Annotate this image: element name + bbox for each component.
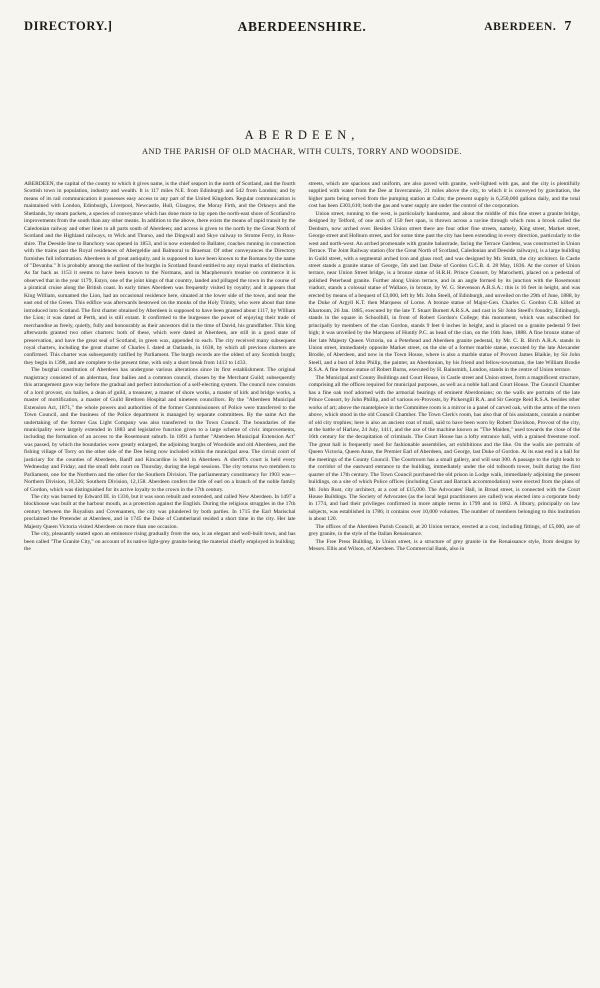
paragraph: The city, pleasantly seated upon an eminence rising gradually from the sea, is an elegant and well-built town, and has been called "The Granite City," on account of its native light-grey granite being the material chiefly employed in building; the [24, 531, 296, 553]
left-column [24, 181, 296, 554]
header-directory: DIRECTORY.] [24, 19, 113, 33]
text-columns [24, 181, 580, 554]
paragraph: streets, which are spacious and uniform, are also paved with granite, well-lighted with gas, and the city is plentifully supplied with water from the Dee at Invercannie, 21 miles above the city, to which it is conveyed by gravitation, the higher parts being served from the pumping station at Cults; the present supply is 6,250,000 gallons daily, and the total cost has been £303,610; both the gas and water supply are under the control of the corporation. [308, 181, 580, 210]
paragraph: Union street, running to the west, is particularly handsome, and about the middle of this fine street a granite bridge, designed by Telford, of one arch of 150 feet span, is thrown across a ravine through which runs a brook called the Denburn, now arched over. Besides Union street there are four other fine streets, namely, King street, Market street, George street and Holburn street, and for some time past the city has been extending in every direction, particularly to the west and north-west. An arched promenade with granite balustrade, facing the Terrace Gardens, was constructed in Union Terrace. The Joint Railway station (for the Great North of Scotland, Caledonian and Deeside railways), is a large building in Guild street, with a segmental arched iron and glass roof; and was designed by Mr. Smith, the city architect. In Castle street stands a granite statue of George, 5th and last Duke of Gordon G.C.B. d. 28 May, 1836. At the corner of Union terrace, near Union Street bridge, is a bronze statue of H.R.H. Prince Consort, by Marochetti, placed on a pedestal of polished Peterhead granite. Further along Union terrace, and in an angle formed by its junction with the Rosemount viaduct, stands a colossal statue of Wallace, in bronze, by W. G. Stevenson A.R.S.A.: this is 16 feet in height, and was erected by means of a bequest of £3,000, left by Mr. John Steell, of Edinburgh, and unveiled on the 29th of June, 1888, by the Duke of Argyll K.T. then Marquess of Lorne. A bronze statue of Major-Gen. Charles G. Gordon C.B. killed at Khartoum, 26 Jan. 1885, executed by the late T. Stuart Burnett A.R.S.A. and cast in Sir John Steell's foundry, Edinburgh, stands in the square in Schoolhill, in front of Robert Gordon's College; this monument, which was subscribed for principally by members of the clan Gordon, stands 9 feet 6 inches in height, and is placed on a granite pedestal 9 feet high; it was unveiled by the Marquess of Huntly P.C. as head of the clan, on the 16th June, 1888. A fine bronze statue of Her late Majesty Queen Victoria, on a Peterhead and Aberdeen granite pedestal, by Mr. C. B. Birch A.R.A. stands in Union street, immediately opposite Market street, on the site of a former marble statue, executed by the late Alexander Brodie, of Aberdeen, and now in the Town House, where is also a marble statue of Provost James Blaikie, by Sir John Steell, and a bust of John Philip, the painter, an Aberdonian, by his friend and fellow-townsman, the late William Brodie R.S.A. A fine bronze statue of Robert Burns, executed by H. Bainsmith, London, stands in the centre of Union terrace. [308, 210, 580, 374]
page-title: ABERDEEN, [244, 128, 360, 142]
page-number: 7 [564, 19, 572, 34]
paragraph: ABERDEEN, the capital of the county to which it gives name, is the chief seaport in the north of Scotland, and the fourth Scottish town in population, industry and wealth. It is 117 miles N.E. from Edinburgh and 542 from London; and by means of its rail communication it possesses easy access to any part of the United Kingdom. Regular communication is maintained with London, Edinburgh, Liverpool, Newcastle, Hull, Glasgow, the Moray Firth, and the Orkneys and the Shetlands, by steam packets, a species of conveyance which has done more to lay open the north-east shore of Scotland to improvements from the south than any other means. In addition to the above, there exists the means of rapid transit by the Caledonian railway and other lines to all parts south of Aberdeen; and access is given to the north by the Great North of Scotland and the Highland railways, to Wick and Thurso, and the Dingwall and Skye railway to Strome Ferry, in Ross-shire. The Deeside line to Banchory was opened in 1853, and is now extended to Ballater, coaches running in connection with the trains past the Royal residences of Abergeldie and Balmoral to Braemar. Of other conveyances the Directory furnishes full information. Aberdeen is of great antiquity, and is supposed to have been known to the Romans by the name of "Devanha." It is probably among the earliest of the burghs in Scotland found entitled to any royal marks of distinction. As far back as 1153 it seems to have been known to the Normans, and in Macpherson's treatise on commerce it is observed that in the year 1179, Estyn, one of the joint kings of that country, landed and pillaged the town in the course of a piratical cruise along the British coast. In early times Aberdeen was frequently visited by royalty; and it appears that King William, surnamed the Lion, had an occasional residence here, situated at the lower side of the town, and near the east end of the Green. This edifice was afterwards bestowed on the monks of the Holy Trinity, who were about that time introduced into Scotland. The first charter obtained by Aberdeen is supposed to have been granted about 1117, by William the Lion; it was dated at Perth, and is still extant. It confirmed to the burgesses the power of enjoying their trade of merchandise as freely, quietly, fully and honourably as their ancestors did in the time of David, his grandfather. This king afterwards granted two other charters: both of these, which were dated at Aberdeen, are still in a good state of preservation, and have the great seal of Scotland, in green wax, appended to each. The city received many subsequent royal charters, including the great charter of Charles I. dated at Oatlands, in 1638, by which all previous charters are confirmed. This charter was subsequently ratified by Parliament. The burgh records are the oldest of any Scottish burgh; they begin in 1398, and are complete to the present time, with only a short break from 1413 to 1433. [24, 181, 296, 366]
paragraph: The Municipal and County Buildings and Court House, in Castle street and Union street, form a magnificent structure, comprising all the offices required for municipal purposes, as well as a noble hall and Court House. The Council Chamber has a fine oak roof adorned with the armorial bearings of eminent Aberdonians; on the walls are portraits of the late Prince Consort, by John Phillip, and of various ex-Provosts, by Pickersgill R.A. and Sir George Reid R.S.A. besides other works of art; above the mantelpiece in the Committee room is a mirror in a panel of carved oak, with the arms of the town above, which stood in the old Council Chamber. The Town Clerk's room, has also that of his assistants, contain a number of old city trophies; here is also an ancient coat of mail, said to have been worn by Robert Davidson, Provost of the city, at the battle of Harlaw, 24 July, 1411, and the axe of the machine known as "The Maiden," used towards the close of the 16th century for the decapitation of criminals. The Court House has a lofty entrance hall, with a grained freestone roof. The great hall is frequently used for fashionable assemblies, art exhibitions and the like. On the walls are portraits of Queen Victoria, Queen Anne, the Premier Earl of Aberdeen, and George, last Duke of Gordon. At its east end is a hall for the meetings of the County Council. The Courtroom has a small gallery, and will seat 300. A passage to the right leads to the corridor of the eastward entrance to the building, immediately under the old tolbooth tower, built during the first quarter of the 17th century. The Town Council purchased the old prison in Lodge walk, immediately adjoining the present buildings, on a site of which Police offices (including Court and Barrack accommodation) were erected from the plans of Mr. John Rust, city architect, at a cost of £15,000. The Advocates' Hall, in Broad street, is connected with the Court House Buildings. The Society of Advocates (as the local legal practitioners are called) was elected into a corporate body in 1774, and had their privileges confirmed in more ample terms in 1799 and in 1862. A library, principally on law subjects, was established in 1786; it contains over 10,000 volumes. The number of members belonging to this institution is about 120. [308, 374, 580, 523]
right-column [309, 181, 581, 554]
header-town-name: ABERDEEN. [484, 21, 557, 33]
running-header [24, 0, 580, 40]
header-town [484, 19, 572, 35]
paragraph: The burghal constitution of Aberdeen has undergone various alterations since its first establishment. The original magistracy consisted of an alderman, four bailies and a common council, chosen by the Merchant Guild; subsequently this arrangement gave way before the gradual and perfect introduction of a self-electing system. The council now consists of a lord provost, six bailies, a dean of guild, a treasurer, a master of shore works, a master of kirk and bridge works, a master of mortification, a master of Guild Brethren Hospital and nineteen councillors. By the "Aberdeen Municipal Extension Act, 1871," the whole powers and authorities of the former Commissioners of Police were transferred to the Town Council, and the business of the Police department is managed by separate committees. By the same Act the undertaking of the former Gas Light Company was also transferred to the Town Council. The boundaries of the municipality were largely extended in 1883 and legislative function given to a large scheme of civic improvements, including the formation of an access to the Rosemount suburb. In 1891 a further "Aberdeen Municipal Extension Act" was passed, by which the boundaries were greatly enlarged, the adjoining burghs of Woodside and old Aberdeen, and the fishing village of Torry on the other side of the Dee being now included within the municipal area. The circuit court of justiciary for the counties of Aberdeen, Banff and Kincardine is held in Aberdeen. A sheriff's court is held every Wednesday and Friday; and the small debt court on Thursday, during the legal sessions. The city returns two members to Parliament, one for the Northern and the other for the Southern Division. The parliamentary constituency for 1903 was—Northern Division, 10,326; Southern Division, 12,158. Aberdeen confers the title of earl on a branch of the noble family of Gordon, which was distinguished for its active loyalty to the crown in the 17th century. [24, 367, 296, 493]
header-county: ABERDEENSHIRE. [237, 19, 367, 34]
page-subtitle: AND THE PARISH OF OLD MACHAR, WITH CULTS, TORRY AND WOODSIDE. [142, 147, 462, 156]
paragraph: The offices of the Aberdeen Parish Council, at 20 Union terrace, erected at a cost, including fittings, of £5,000, are of grey granite, in the style of the Italian Renaissance. [308, 523, 580, 538]
paragraph: The Free Press Building, in Union street, is a structure of grey granite in the Renaissance style, from designs by Messrs. Ellis and Wilson, of Aberdeen. The Commercial Bank, also in [308, 538, 580, 553]
paragraph: The city was burned by Edward III. in 1336, but it was soon rebuilt and extended, and called New Aberdeen. In 1497 a blockhouse was built at the harbour mouth, as a protection against the English. During the religious struggles in the 17th century between the Royalists and Covenanters, the city was plundered by both parties. In 1715 the Earl Marischal proclaimed the Pretender at Aberdeen, and in 1745 the Duke of Cumberland resided a short time in the city. Her late Majesty Queen Victoria visited Aberdeen on more than one occasion. [24, 494, 296, 530]
